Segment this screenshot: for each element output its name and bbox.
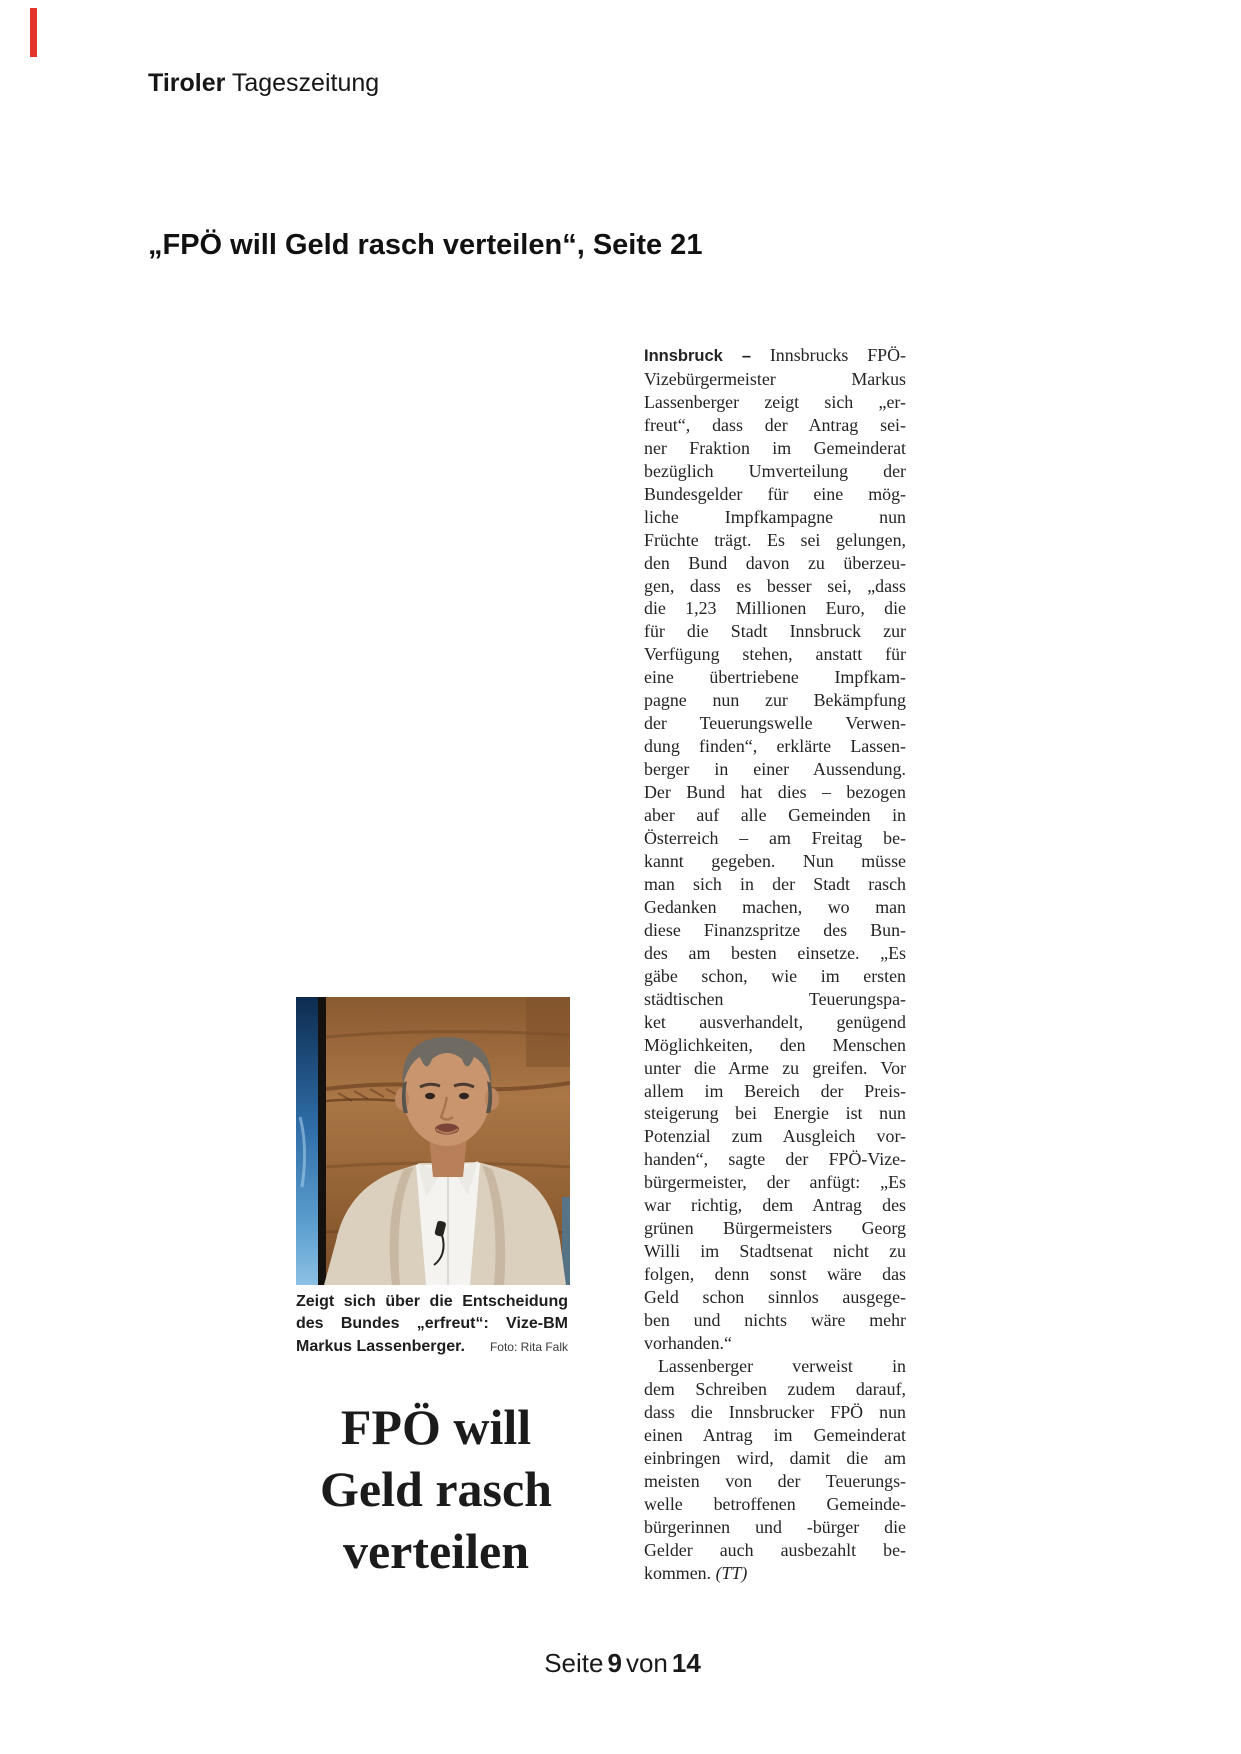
article-line: berger in einer Aussendung. — [644, 759, 906, 780]
article-line: pagne nun zur Bekämpfung — [644, 690, 906, 711]
article-line: liche Impfkampagne nun — [644, 506, 906, 527]
article-line: man sich in der Stadt rasch — [644, 873, 906, 894]
display-headline-line: verteilen — [342, 1523, 529, 1579]
article-line: Gedanken machen, wo man — [644, 896, 906, 917]
article-line: eine übertriebene Impfkam- — [644, 667, 906, 688]
article-body — [644, 344, 906, 1584]
article-line: Österreich – am Freitag be- — [644, 828, 906, 849]
article-line: steigerung bei Energie ist nun — [644, 1103, 906, 1124]
photo-credit: Foto: Rita Falk — [489, 1339, 568, 1354]
article-line: gen, dass es besser sei, „dass — [644, 575, 906, 596]
red-scan-mark — [30, 8, 37, 57]
page-footer — [0, 1648, 1241, 1679]
article-line: gäbe schon, wie im ersten — [644, 965, 906, 986]
article-line: welle betroffenen Gemeinde- — [644, 1493, 906, 1514]
article-line: Möglichkeiten, den Menschen — [644, 1034, 906, 1055]
article-line: einen Antrag im Gemeinderat — [644, 1424, 906, 1445]
article-line: Vizebürgermeister Markus — [644, 368, 906, 389]
caption-line: Zeigt sich über die Entscheidung — [296, 1293, 568, 1310]
footer-prefix: Seite — [544, 1648, 604, 1678]
article-line: für die Stadt Innsbruck zur — [644, 621, 906, 642]
article-line: Innsbruck – Innsbrucks FPÖ- — [644, 345, 906, 365]
article-line: der Teuerungswelle Verwen- — [644, 713, 906, 734]
article-line: ket ausverhandelt, genügend — [644, 1011, 906, 1032]
article-line: kannt gegeben. Nun müsse — [644, 850, 906, 871]
caption-line: des Bundes „erfreut“: Vize-BM — [296, 1315, 568, 1333]
footer-middle: von — [625, 1648, 668, 1678]
tv-frame-edge — [318, 997, 326, 1285]
article-line: Der Bund hat dies – bezogen — [644, 782, 906, 803]
article-line: Willi im Stadtsenat nicht zu — [644, 1241, 906, 1262]
article-photo — [296, 997, 570, 1285]
article-line: Geld schon sinnlos ausgege- — [644, 1287, 906, 1308]
article-line: des am besten einsetze. „Es — [644, 942, 906, 963]
article-line: vorhanden.“ — [644, 1332, 732, 1353]
article-line: freut“, dass der Antrag sei- — [644, 414, 906, 435]
masthead-brand-bold: Tiroler — [148, 69, 226, 97]
headline-reference: „FPÖ will Geld rasch verteilen“, Seite 21 — [148, 229, 703, 261]
article-line: handen“, sagte der FPÖ-Vize- — [644, 1149, 906, 1170]
article-line: Gelder auch ausbezahlt be- — [644, 1539, 906, 1560]
article-line: Verfügung stehen, anstatt für — [644, 644, 906, 665]
article-line: Früchte trägt. Es sei gelungen, — [644, 529, 906, 550]
photo-illustration — [296, 997, 570, 1285]
article-line: kommen. (TT) — [644, 1562, 748, 1583]
article-line: dung finden“, erklärte Lassen- — [644, 736, 906, 757]
article-line: städtischen Teuerungspa- — [644, 988, 906, 1009]
footer-total-pages: 14 — [671, 1648, 701, 1678]
display-headline-line: Geld rasch — [320, 1461, 552, 1517]
article-line: dass die Innsbrucker FPÖ nun — [644, 1401, 906, 1422]
article-line: unter die Arme zu greifen. Vor — [644, 1057, 906, 1078]
article-line: bürgerinnen und -bürger die — [644, 1516, 906, 1537]
article-line: bürgermeister, der anfügt: „Es — [644, 1172, 906, 1193]
masthead — [148, 69, 379, 98]
article-line: einbringen wird, damit die am — [644, 1447, 906, 1468]
article-line: aber auf alle Gemeinden in — [644, 805, 906, 826]
caption-line: Markus Lassenberger. — [296, 1337, 465, 1355]
article-line: diese Finanzspritze des Bun- — [644, 919, 906, 940]
article-line: den Bund davon zu überzeu- — [644, 552, 906, 573]
article-line: dem Schreiben zudem darauf, — [644, 1378, 906, 1399]
tv-screen-strip — [296, 997, 318, 1285]
article-line: folgen, denn sonst wäre das — [644, 1264, 906, 1285]
article-line: Lassenberger zeigt sich „er- — [644, 391, 906, 412]
article-line: allem im Bereich der Preis- — [644, 1080, 906, 1101]
article-line: ner Fraktion im Gemeinderat — [644, 437, 906, 458]
article-line: meisten von der Teuerungs- — [644, 1470, 906, 1491]
photo-caption — [296, 1291, 568, 1358]
article-line: war richtig, dem Antrag des — [644, 1195, 906, 1216]
article-line: ben und nichts wäre mehr — [644, 1310, 906, 1331]
masthead-brand-rest: Tageszeitung — [225, 69, 380, 97]
article-line: Bundesgelder für eine mög- — [644, 483, 906, 504]
display-headline-line: FPÖ will — [340, 1399, 532, 1455]
article-line: grünen Bürgermeisters Georg — [644, 1218, 906, 1239]
footer-page-number: 9 — [607, 1648, 622, 1678]
article-line: Potenzial zum Ausgleich vor- — [644, 1126, 906, 1147]
article-line: Lassenberger verweist in — [658, 1355, 906, 1376]
article-line: bezüglich Umverteilung der — [644, 460, 906, 481]
display-headline — [281, 1396, 591, 1582]
article-line: die 1,23 Millionen Euro, die — [644, 598, 906, 619]
